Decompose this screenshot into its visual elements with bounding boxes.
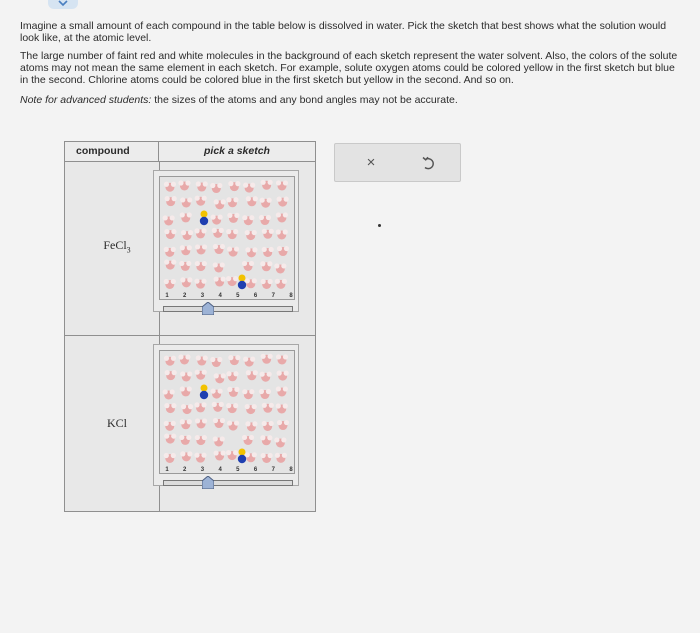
tick-label: 5 xyxy=(236,467,240,473)
water-molecule xyxy=(260,261,272,271)
water-molecule xyxy=(213,244,225,254)
water-molecule xyxy=(276,354,288,364)
water-molecule xyxy=(164,453,176,463)
advanced-note-text: the sizes of the atoms and any bond angles may not be accurate. xyxy=(151,94,458,106)
solute-particle xyxy=(238,275,246,290)
water-molecule xyxy=(228,355,240,365)
water-molecule xyxy=(213,276,225,286)
water-molecule xyxy=(245,278,257,288)
water-molecule xyxy=(180,451,192,461)
undo-button[interactable] xyxy=(417,151,441,175)
water-molecule xyxy=(165,370,177,380)
water-molecule xyxy=(276,403,288,413)
water-molecule xyxy=(164,356,176,366)
header-compound: compound xyxy=(65,142,159,161)
tick-label: 2 xyxy=(183,293,187,299)
sketch-picker-kcl xyxy=(153,344,299,486)
compound-formula-kcl xyxy=(87,416,147,432)
water-molecule xyxy=(277,371,289,381)
water-molecule xyxy=(261,180,273,190)
water-molecule xyxy=(164,403,176,413)
water-molecule xyxy=(164,433,176,443)
instructions-paragraph-2: The large number of faint red and white molecules in the background of each sketch represent the water solvent. Also, the colors of the solute atoms may not mean the same element in each sketch. For example, solute oxygen atoms could be colored yellow in the first sketch but blue in the second. Chlorine atoms could be colored blue in the first sketch but yellow in the second. And so on. xyxy=(20,50,678,86)
tick-label: 2 xyxy=(183,467,187,473)
water-molecule xyxy=(164,229,176,239)
advanced-note xyxy=(20,94,680,106)
water-molecule xyxy=(226,450,238,460)
sketch-picker-fecl3 xyxy=(153,170,299,312)
slider-tick-labels xyxy=(161,467,295,475)
water-molecule xyxy=(164,259,176,269)
water-molecule xyxy=(276,180,288,190)
solute-particle xyxy=(238,449,246,464)
tick-label: 6 xyxy=(253,293,258,299)
water-molecule xyxy=(260,198,272,208)
water-molecule xyxy=(226,403,238,413)
molecule-canvas xyxy=(160,351,294,473)
tick-label: 8 xyxy=(289,293,293,299)
water-molecule xyxy=(195,435,207,445)
water-molecule xyxy=(181,404,193,414)
water-molecule xyxy=(165,196,177,206)
slider-thumb[interactable] xyxy=(202,476,214,489)
water-molecule xyxy=(275,279,287,289)
water-molecule xyxy=(275,453,287,463)
water-molecule xyxy=(242,435,254,445)
water-molecule xyxy=(164,279,176,289)
water-molecule xyxy=(210,357,222,367)
water-molecule xyxy=(196,181,208,191)
water-molecule xyxy=(196,355,208,365)
tick-label: 3 xyxy=(200,467,205,473)
water-molecule xyxy=(259,389,271,399)
water-molecule xyxy=(245,452,257,462)
water-molecule xyxy=(227,213,239,223)
compound-cell xyxy=(65,162,160,335)
water-molecule xyxy=(242,261,254,271)
molecule-sketch[interactable] xyxy=(159,176,295,300)
compound-formula-fecl3 xyxy=(87,238,147,254)
solute-particle xyxy=(200,385,208,400)
water-molecule xyxy=(211,388,223,398)
thumb-shape xyxy=(202,476,214,489)
water-molecule xyxy=(180,197,192,207)
water-molecule xyxy=(180,245,192,255)
water-molecule xyxy=(262,421,274,431)
water-molecule xyxy=(227,420,239,430)
water-molecule xyxy=(213,418,225,428)
water-molecule xyxy=(226,197,238,207)
undo-icon xyxy=(417,151,441,175)
tick-label: 7 xyxy=(271,467,275,473)
molecule-canvas xyxy=(160,177,294,299)
collapse-tab[interactable] xyxy=(48,0,78,9)
water-molecule xyxy=(246,370,258,380)
water-molecule xyxy=(213,436,225,446)
water-molecule xyxy=(245,247,257,257)
solute-particle xyxy=(200,211,208,226)
formula-base: FeCl xyxy=(103,238,127,252)
water-molecule xyxy=(194,279,206,289)
water-molecule xyxy=(274,263,286,273)
water-molecule xyxy=(194,453,206,463)
water-molecule xyxy=(179,435,191,445)
clear-button[interactable]: × xyxy=(366,154,376,171)
stray-dot xyxy=(378,224,381,227)
header-pick-sketch: pick a sketch xyxy=(204,145,270,157)
water-molecule xyxy=(226,371,238,381)
answer-controls xyxy=(334,143,461,182)
water-molecule xyxy=(262,247,274,257)
instructions xyxy=(20,20,680,112)
water-molecule xyxy=(195,244,207,254)
tick-label: 7 xyxy=(271,293,275,299)
water-molecule xyxy=(261,453,273,463)
tick-label: 3 xyxy=(200,293,205,299)
water-molecule xyxy=(260,435,272,445)
water-molecule xyxy=(195,196,207,206)
water-molecule xyxy=(277,420,289,430)
tick-label: 1 xyxy=(165,467,169,473)
water-molecule xyxy=(277,197,289,207)
water-molecule xyxy=(180,212,192,222)
water-molecule xyxy=(213,262,225,272)
water-molecule xyxy=(179,261,191,271)
water-molecule xyxy=(213,450,225,460)
water-molecule xyxy=(163,389,175,399)
water-molecule xyxy=(164,247,176,257)
water-molecule xyxy=(212,402,224,412)
water-molecule xyxy=(214,199,226,209)
water-molecule xyxy=(260,372,272,382)
water-molecule xyxy=(259,215,271,225)
compound-table xyxy=(64,141,316,512)
tick-label: 1 xyxy=(165,293,169,299)
water-molecule xyxy=(195,370,207,380)
water-molecule xyxy=(180,371,192,381)
slider-tick-labels xyxy=(161,293,295,301)
water-molecule xyxy=(262,229,274,239)
formula-base: KCl xyxy=(106,416,127,430)
table-header xyxy=(65,142,315,162)
advanced-note-label: Note for advanced students: xyxy=(20,94,152,106)
water-molecule xyxy=(164,182,176,192)
tick-label: 4 xyxy=(218,467,222,473)
water-molecule xyxy=(261,354,273,364)
instructions-paragraph-1: Imagine a small amount of each compound in the table below is dissolved in water. Pick the sketch that best shows what the solution would look like, at the atomic level. xyxy=(20,20,667,44)
water-molecule xyxy=(212,228,224,238)
water-molecule xyxy=(226,229,238,239)
water-molecule xyxy=(274,437,286,447)
water-molecule xyxy=(262,403,274,413)
water-molecule xyxy=(195,261,207,271)
water-molecule xyxy=(180,419,192,429)
water-molecule xyxy=(243,183,255,193)
tick-label: 6 xyxy=(253,467,258,473)
water-molecule xyxy=(246,196,258,206)
water-molecule xyxy=(228,181,240,191)
water-molecule xyxy=(210,183,222,193)
tick-label: 5 xyxy=(236,293,240,299)
water-molecule xyxy=(226,276,238,286)
water-molecule xyxy=(245,421,257,431)
slider-thumb[interactable] xyxy=(202,302,214,315)
water-molecule xyxy=(276,386,288,396)
water-molecule xyxy=(178,354,190,364)
water-molecule xyxy=(242,215,254,225)
water-molecule xyxy=(261,279,273,289)
water-molecule xyxy=(243,357,255,367)
molecule-sketch[interactable] xyxy=(159,350,295,474)
water-molecule xyxy=(195,418,207,428)
water-molecule xyxy=(276,229,288,239)
tick-label: 4 xyxy=(218,293,222,299)
water-molecule xyxy=(245,404,257,414)
chevron-down-icon xyxy=(57,0,69,8)
water-molecule xyxy=(164,421,176,431)
sketch-slider-kcl[interactable] xyxy=(161,467,295,493)
water-molecule xyxy=(178,180,190,190)
water-molecule xyxy=(211,214,223,224)
water-molecule xyxy=(242,389,254,399)
compound-cell xyxy=(65,336,160,511)
water-molecule xyxy=(245,230,257,240)
tick-label: 8 xyxy=(289,467,293,473)
water-molecule xyxy=(227,246,239,256)
slider-track[interactable] xyxy=(163,306,293,312)
water-molecule xyxy=(194,402,206,412)
water-molecule xyxy=(180,277,192,287)
water-molecule xyxy=(227,387,239,397)
water-molecule xyxy=(180,386,192,396)
slider-track[interactable] xyxy=(163,480,293,486)
water-molecule xyxy=(163,215,175,225)
formula-subscript: 3 xyxy=(126,245,131,255)
sketch-slider-fecl3[interactable] xyxy=(161,293,295,319)
water-molecule xyxy=(277,246,289,256)
water-molecule xyxy=(214,373,226,383)
water-molecule xyxy=(194,228,206,238)
water-molecule xyxy=(276,212,288,222)
thumb-shape xyxy=(202,302,214,315)
water-molecule xyxy=(181,230,193,240)
